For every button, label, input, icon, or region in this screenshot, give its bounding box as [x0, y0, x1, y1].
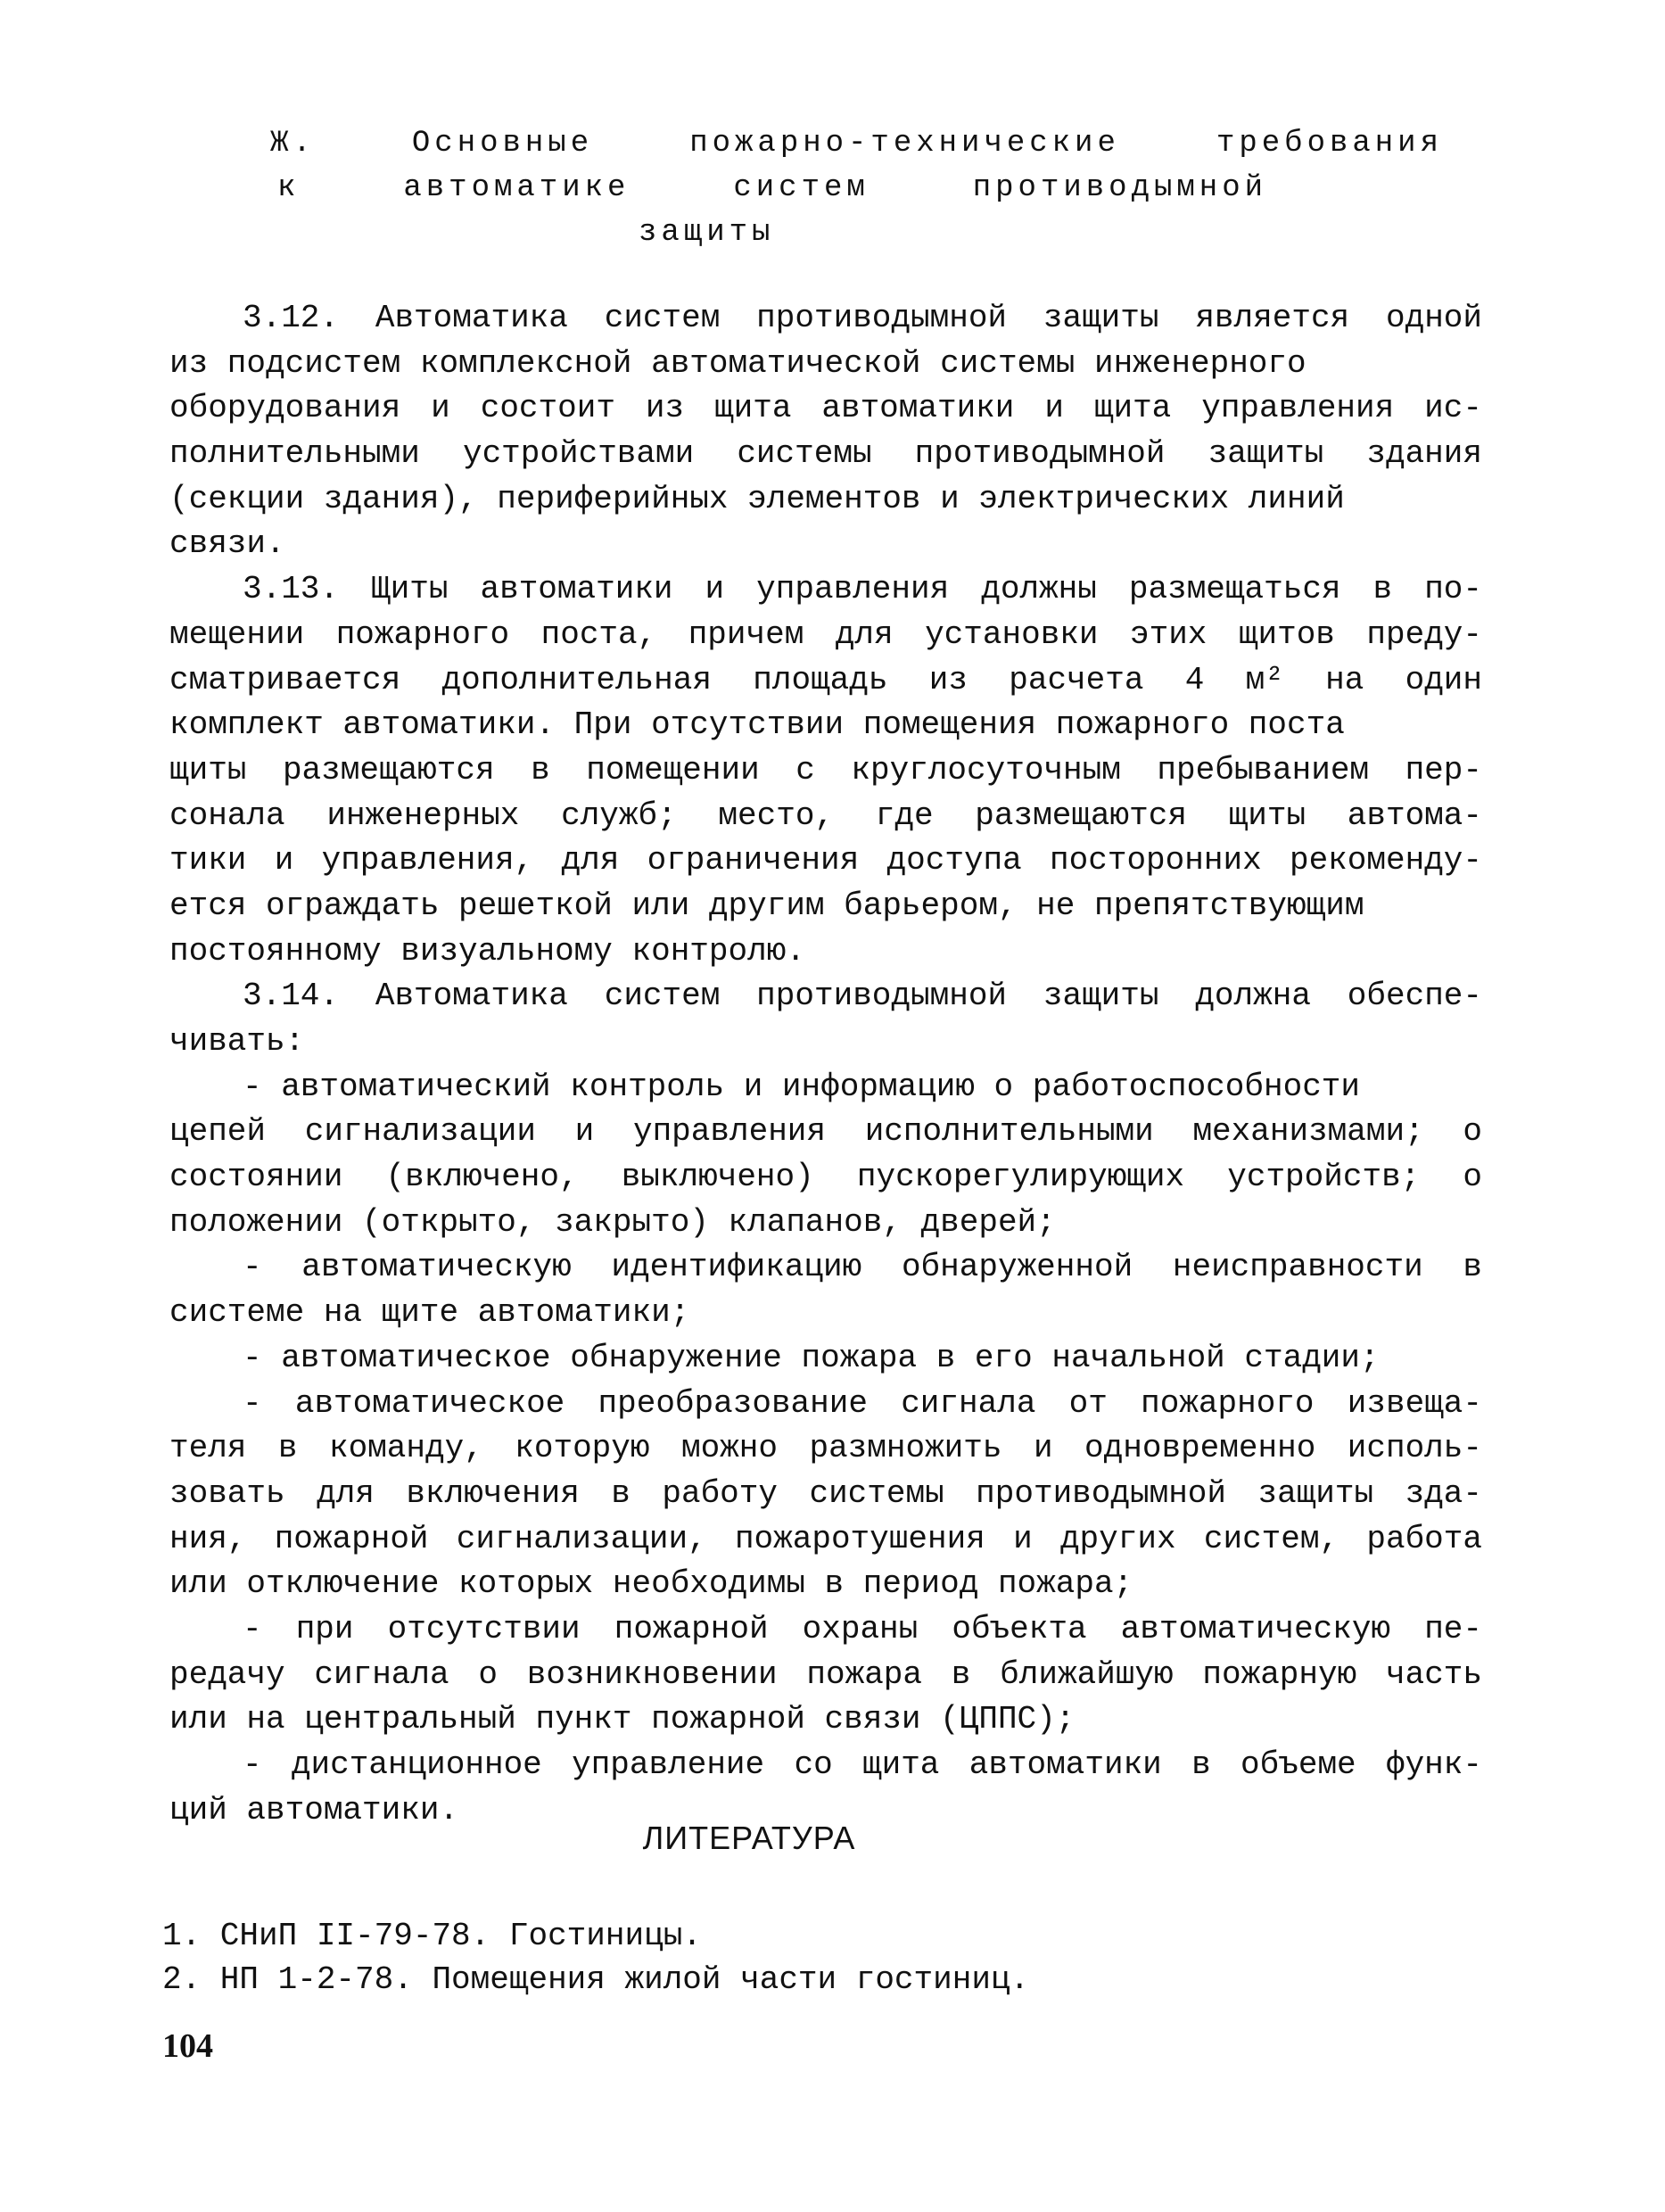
text-line: цепей сигнализации и управления исполнительными механизмами; о	[169, 1113, 1482, 1151]
heading-line: к автоматике систем противодымной	[277, 171, 1267, 205]
text-line: положении (открыто, закрыто) клапанов, дверей;	[169, 1203, 1056, 1241]
text-line: ния, пожарной сигнализации, пожаротушения и других систем, работа	[169, 1520, 1482, 1557]
text-line: состоянии (включено, выключено) пускорегулирующих устройств; о	[169, 1159, 1482, 1196]
text-line: связи.	[169, 525, 285, 563]
page-number: 104	[162, 2027, 213, 2065]
text-line: - автоматический контроль и информацию о работоспособности	[243, 1068, 1361, 1105]
text-line: сонала инженерных служб; место, где размещаются щиты автома-	[169, 796, 1482, 834]
heading-line: Ж. Основные пожарно-технические требования	[270, 127, 1443, 161]
text-line: мещении пожарного поста, причем для установки этих щитов преду-	[169, 615, 1482, 653]
text-line: 3.12. Автоматика систем противодымной защиты является одной	[243, 300, 1482, 336]
text-line: - автоматическую идентификацию обнаруженной неисправности в	[243, 1249, 1482, 1286]
text-line: сматривается дополнительная площадь из расчета 4 м² на один	[169, 661, 1482, 698]
text-line: ций автоматики.	[169, 1791, 459, 1828]
text-line: зовать для включения в работу системы противодымной защиты зда-	[169, 1474, 1482, 1512]
text-line: щиты размещаются в помещении с круглосуточным пребыванием пер-	[169, 751, 1482, 788]
text-line: системе на щите автоматики;	[169, 1294, 690, 1332]
text-line: или отключение которых необходимы в период пожара;	[169, 1565, 1133, 1603]
text-line: ется ограждать решеткой или другим барьером, не препятствующим	[169, 887, 1364, 924]
text-line: оборудования и состоит из щита автоматики и щита управления ис-	[169, 390, 1482, 427]
text-line: - при отсутствии пожарной охраны объекта автоматическую пе-	[243, 1610, 1482, 1647]
text-line: 3.13. Щиты автоматики и управления должны размещаться в по-	[243, 571, 1482, 608]
text-line: - автоматическое преобразование сигнала от пожарного извеща-	[243, 1384, 1482, 1422]
text-line: 3.14. Автоматика систем противодымной защиты должна обеспе-	[243, 978, 1482, 1015]
text-line: полнительными устройствами системы противодымной защиты здания	[169, 435, 1482, 473]
reference-item: 1. СНиП II-79-78. Гостиницы.	[162, 1918, 702, 1954]
text-line: теля в команду, которую можно размножить и одновременно исполь-	[169, 1430, 1482, 1467]
text-line: или на центральный пункт пожарной связи (ЦППС);	[169, 1701, 1076, 1738]
text-line: - дистанционное управление со щита автоматики в объеме функ-	[243, 1746, 1482, 1783]
body-text	[169, 296, 1482, 1833]
text-line: (секции здания), периферийных элементов и электрических линий	[169, 480, 1345, 517]
reference-item: 2. НП 1-2-78. Помещения жилой части гостиниц.	[162, 1961, 1030, 1998]
text-line: постоянному визуальному контролю.	[169, 932, 805, 970]
text-line: чивать:	[169, 1023, 305, 1060]
text-line: - автоматическое обнаружение пожара в его начальной стадии;	[243, 1339, 1380, 1376]
literature-title: ЛИТЕРАТУРА	[642, 1820, 856, 1856]
heading-line: защиты	[639, 216, 775, 250]
text-line: тики и управления, для ограничения доступа посторонних рекоменду-	[169, 842, 1482, 879]
text-line: редачу сигнала о возникновении пожара в ближайшую пожарную часть	[169, 1655, 1482, 1693]
text-line: комплект автоматики. При отсутствии помещения пожарного поста	[169, 706, 1345, 744]
text-line: из подсистем комплексной автоматической системы инженерного	[169, 344, 1306, 382]
